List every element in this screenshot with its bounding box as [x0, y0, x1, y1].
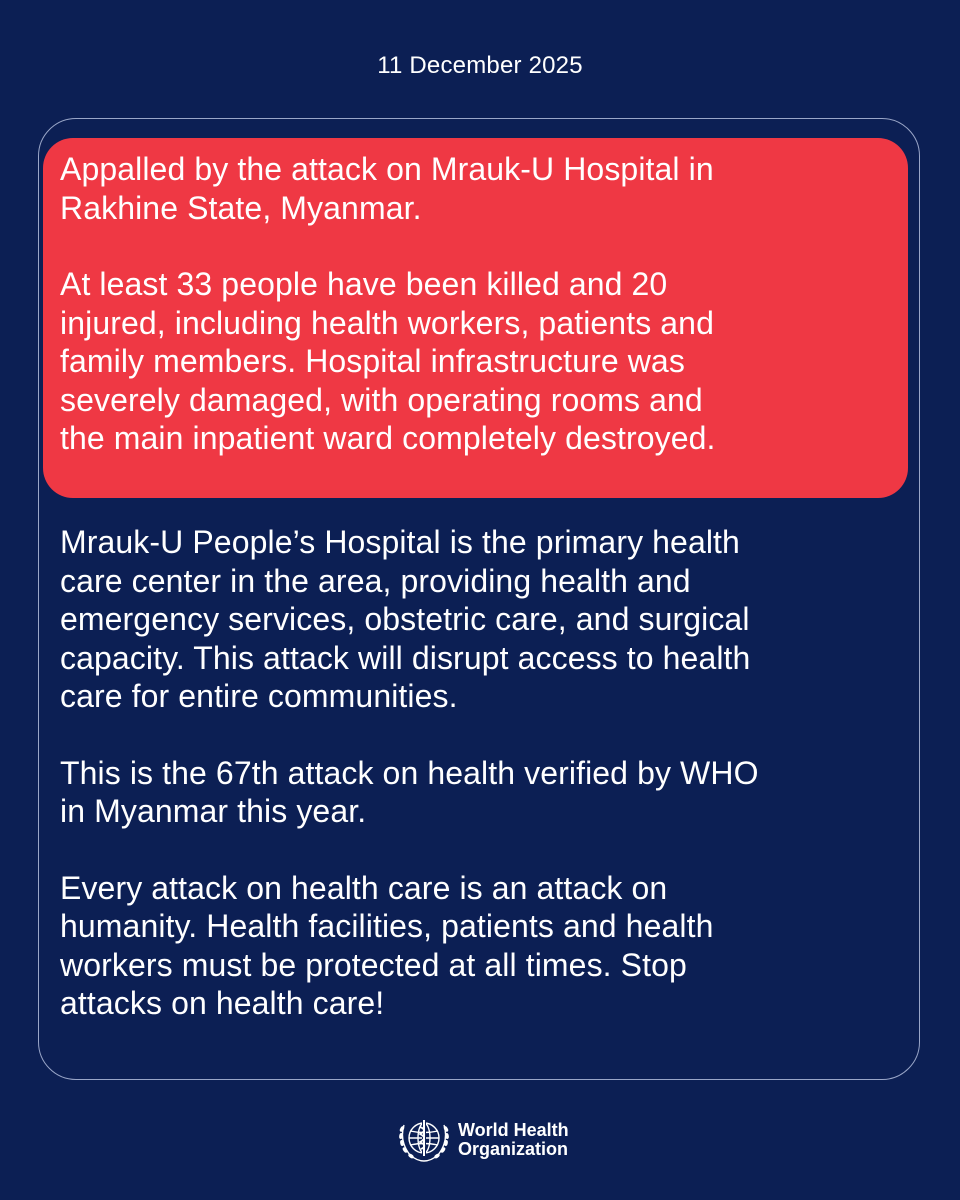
text-line: in Myanmar this year. [60, 793, 367, 829]
text-line: Rakhine State, Myanmar. [60, 189, 422, 226]
body-paragraph-2 [60, 754, 910, 831]
text-line: workers must be protected at all times. Stop [60, 946, 687, 983]
logo-text [458, 1121, 569, 1159]
body-paragraph-3 [60, 869, 910, 1023]
text-line: the main inpatient ward completely destroyed. [60, 420, 716, 456]
body-paragraph-1 [60, 523, 910, 716]
text-line: care for entire communities. [60, 678, 458, 714]
highlight-paragraph-2 [60, 265, 888, 458]
text-line: Mrauk-U People’s Hospital is the primary health [60, 524, 740, 560]
text-line: Every attack on health care is an attack on [60, 869, 668, 906]
text-line: injured, including health workers, patients and [60, 304, 714, 341]
text-line: At least 33 people have been killed and 20 [60, 266, 668, 302]
highlight-paragraph-1 [60, 150, 888, 227]
text-line: attacks on health care! [60, 985, 385, 1021]
text-line: Appalled by the attack on Mrauk-U Hospital in [60, 151, 714, 187]
text-line: humanity. Health facilities, patients and health [60, 908, 714, 944]
body-text [60, 523, 910, 1023]
text-line: This is the 67th attack on health verified by WHO [60, 754, 759, 791]
logo-line-2: Organization [458, 1139, 569, 1159]
text-line: family members. Hospital infrastructure was [60, 343, 685, 379]
who-logo [396, 1115, 569, 1165]
text-line: care center in the area, providing health and [60, 562, 691, 599]
text-line: severely damaged, with operating rooms and [60, 381, 703, 418]
logo-line-1: World Health [458, 1120, 569, 1140]
highlight-box [43, 138, 908, 498]
who-emblem-icon [396, 1115, 452, 1165]
date: 11 December 2025 [377, 52, 583, 79]
text-line: emergency services, obstetric care, and surgical [60, 601, 750, 637]
text-line: capacity. This attack will disrupt access to health [60, 639, 751, 676]
